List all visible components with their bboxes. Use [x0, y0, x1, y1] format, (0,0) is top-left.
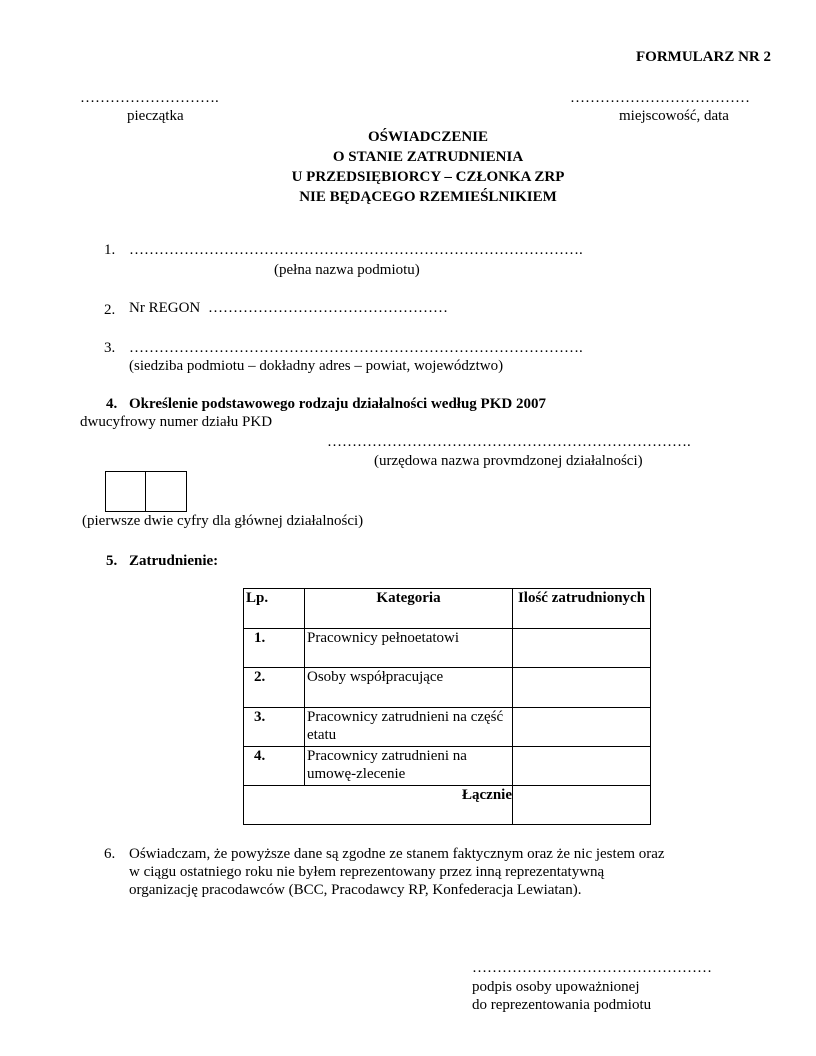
row-count-cell[interactable] [513, 629, 651, 668]
regon-label: Nr REGON [129, 300, 201, 316]
pkd-box-caption: (pierwsze dwie cyfry dla głównej działalności) [82, 513, 364, 529]
title-line: NIE BĘDĄCEGO RZEMIEŚLNIKIEM [299, 189, 557, 205]
declaration-line: Oświadczam, że powyższe dane są zgodne ze stanem faktycznym oraz że nic jestem oraz [129, 846, 665, 862]
row-category: Pracownicy zatrudnieni na umowę-zlecenie [305, 747, 513, 786]
activity-name-field[interactable]: ………………………………………………………………. [327, 434, 691, 450]
header-category: Kategoria [305, 589, 513, 629]
declaration-text [129, 845, 665, 899]
regon-field[interactable]: ………………………………………… [208, 300, 448, 316]
item2-number: 2. [104, 302, 116, 318]
row-category: Osoby współpracujące [305, 668, 513, 708]
table-row [244, 708, 651, 747]
row-count-cell[interactable] [513, 708, 651, 747]
activity-name-caption: (urzędowa nazwa provmdzonej działalności) [374, 453, 643, 469]
row-lp: 3. [244, 708, 305, 747]
company-name-field[interactable]: ………………………………………………………………………………. [129, 242, 583, 258]
stamp-label: pieczątka [127, 108, 184, 124]
item5-number: 5. [106, 553, 118, 569]
item1-number: 1. [104, 242, 116, 258]
row-count-cell[interactable] [513, 747, 651, 786]
declaration-line: organizację pracodawców (BCC, Pracodawcy RP, Konfederacja Lewiatan). [129, 882, 582, 898]
item6-number: 6. [104, 846, 116, 862]
pkd-label: dwucyfrowy numer działu PKD [80, 414, 273, 430]
row-category: Pracownicy pełnoetatowi [305, 629, 513, 668]
item3-number: 3. [104, 340, 116, 356]
declaration-line: w ciągu ostatniego roku nie byłem reprezentowany przez inną reprezentatywną [129, 864, 605, 880]
header-count: Ilość zatrudnionych [513, 589, 651, 629]
table-row [244, 747, 651, 786]
place-date-dots: ……………………………… [570, 90, 750, 106]
title-line: OŚWIADCZENIE [367, 129, 489, 145]
total-count-cell[interactable] [513, 786, 651, 825]
address-field[interactable]: ………………………………………………………………………………. [129, 340, 583, 356]
signature-caption-1: podpis osoby upoważnionej [472, 979, 640, 995]
stamp-dots: ………………………. [80, 90, 219, 106]
form-number: FORMULARZ NR 2 [636, 49, 771, 65]
item4-number: 4. [106, 396, 118, 412]
table-row [244, 629, 651, 668]
company-name-caption: (pełna nazwa podmiotu) [274, 262, 420, 278]
pkd-code-boxes[interactable] [105, 471, 187, 512]
employment-heading: Zatrudnienie: [129, 553, 219, 569]
table-total-row [244, 786, 651, 825]
table-row [244, 668, 651, 708]
header-lp: Lp. [244, 589, 305, 629]
row-lp: 1. [244, 629, 305, 668]
title-line: O STANIE ZATRUDNIENIA [332, 149, 524, 165]
row-lp: 4. [244, 747, 305, 786]
document-title [0, 127, 816, 207]
signature-field[interactable]: ………………………………………… [472, 960, 712, 976]
pkd-box-divider [145, 472, 146, 511]
title-line: U PRZEDSIĘBIORCY – CZŁONKA ZRP [291, 169, 565, 185]
employment-table [243, 588, 651, 825]
row-category: Pracownicy zatrudnieni na część etatu [305, 708, 513, 747]
place-date-label: miejscowość, data [619, 108, 729, 124]
signature-caption-2: do reprezentowania podmiotu [472, 997, 652, 1013]
row-count-cell[interactable] [513, 668, 651, 708]
table-header-row [244, 589, 651, 629]
row-lp: 2. [244, 668, 305, 708]
address-caption: (siedziba podmiotu – dokładny adres – powiat, województwo) [129, 358, 504, 374]
total-label: Łącznie [244, 786, 513, 825]
pkd-heading: Określenie podstawowego rodzaju działalności według PKD 2007 [129, 396, 546, 412]
